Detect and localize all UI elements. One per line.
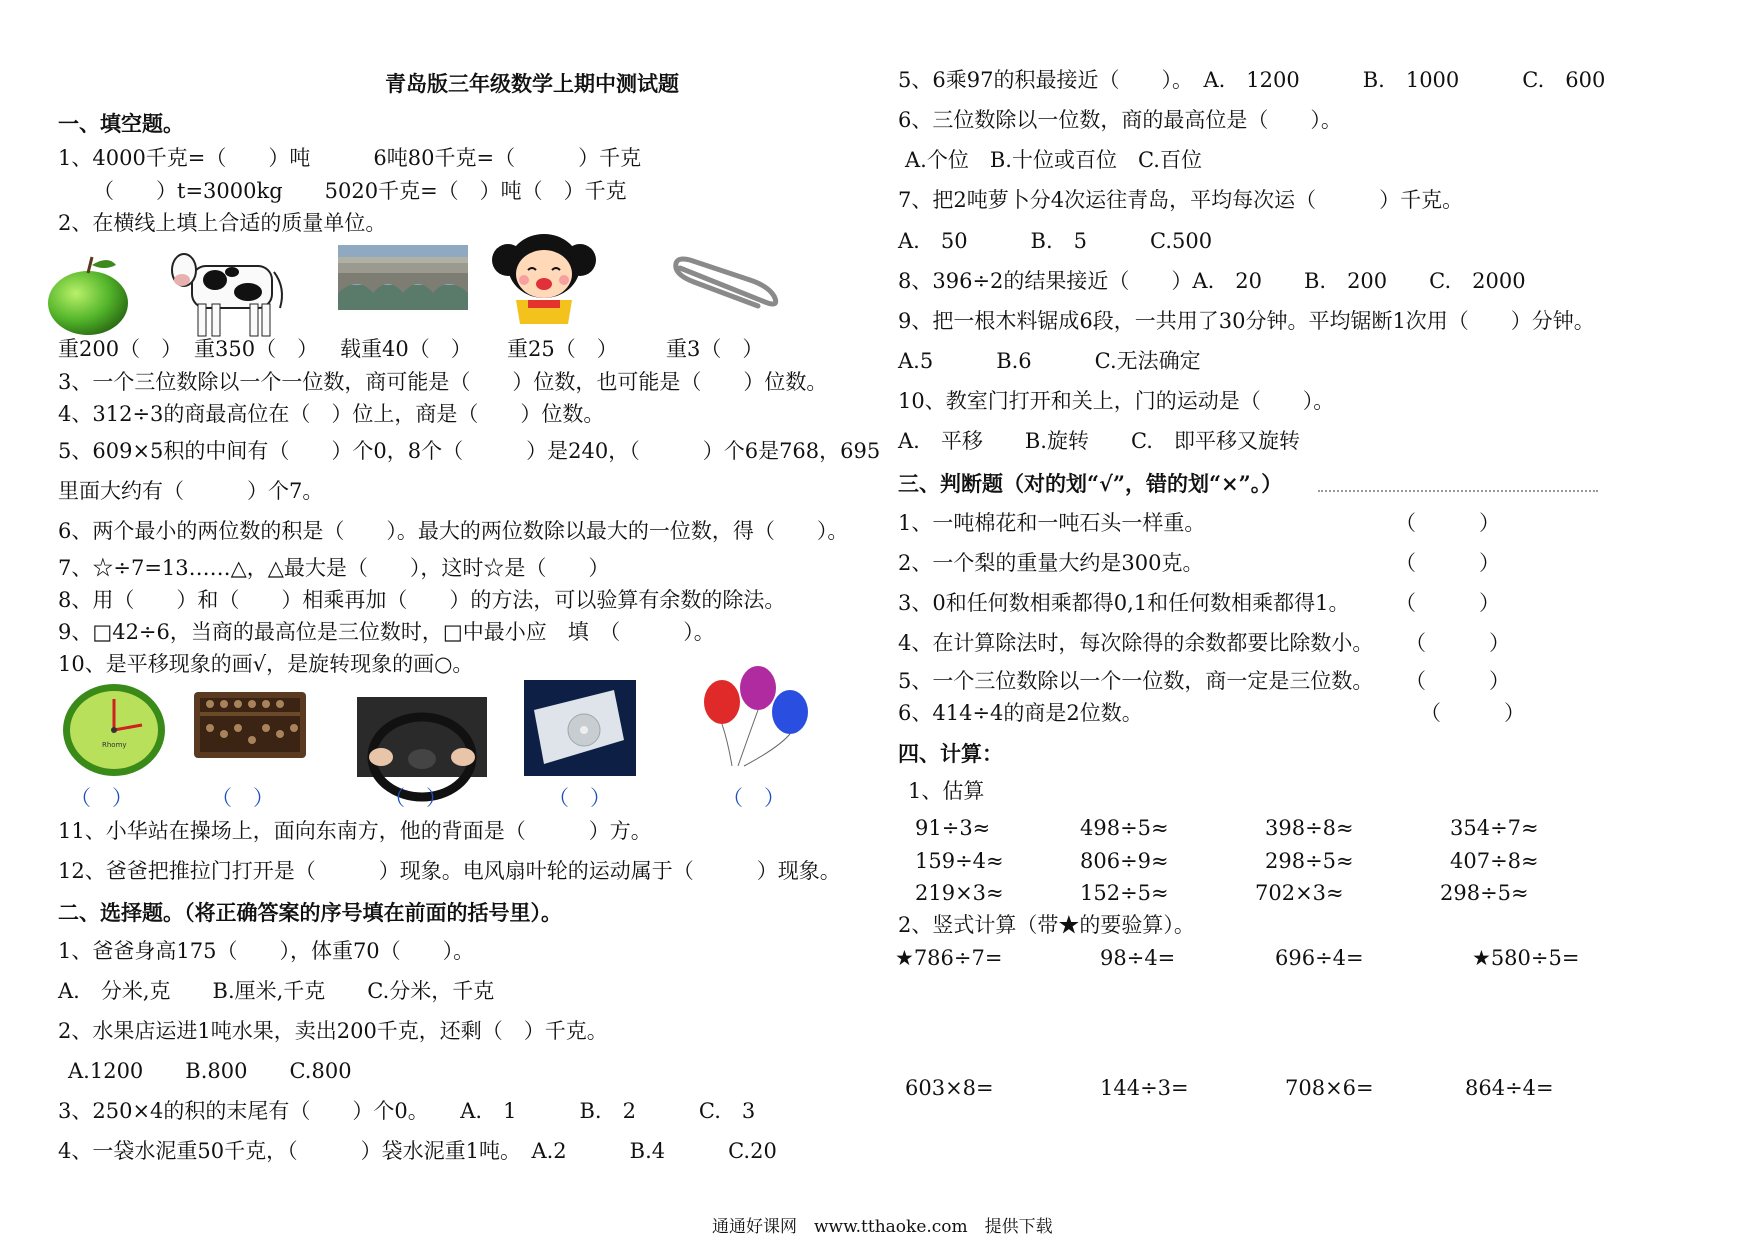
judge-3-paren[interactable]: （ ） — [1395, 591, 1500, 615]
judge-2: 2、一个梨的重量大约是300克。 — [898, 551, 1204, 575]
vertical-calc-item: 144÷3= — [1100, 1076, 1189, 1100]
question-5a: 5、609×5积的中间有（ ）个0，8个（ ）是240，（ ）个6是768，695 — [58, 439, 881, 463]
choice-6-options: A.个位 B.十位或百位 C.百位 — [905, 148, 1202, 172]
estimate-item: 354÷7≈ — [1450, 816, 1539, 840]
choice-6: 6、三位数除以一位数，商的最高位是（ ）。 — [898, 108, 1342, 132]
vertical-calc-item: ★580÷5= — [1472, 946, 1580, 970]
weight-label-girl: 重25（ ） — [507, 337, 618, 361]
vertical-calc-item: ★786÷7= — [895, 946, 1003, 970]
cow-image — [170, 248, 290, 343]
choice-9-options: A.5 B.6 C.无法确定 — [898, 349, 1201, 373]
paperclip-image — [670, 258, 785, 318]
choice-8: 8、396÷2的结果接近（ ）A. 20 B. 200 C. 2000 — [898, 269, 1526, 293]
judge-4-paren[interactable]: （ ） — [1405, 631, 1510, 655]
question-1a: 1、4000千克=（ ）吨 6吨80千克=（ ）千克 — [58, 146, 642, 170]
estimate-item: 91÷3≈ — [915, 816, 991, 840]
choice-10-options: A. 平移 B.旋转 C. 即平移又旋转 — [898, 429, 1300, 453]
estimate-item: 298÷5≈ — [1440, 881, 1529, 905]
choice-5: 5、6乘97的积最接近（ ）。 A. 1200 B. 1000 C. 600 — [898, 68, 1606, 92]
footer-text: 通通好课网 www.tthaoke.com 提供下载 — [712, 1217, 1053, 1237]
estimate-item: 702×3≈ — [1255, 881, 1344, 905]
choice-2: 2、水果店运进1吨水果，卖出200千克，还剩（ ）千克。 — [58, 1019, 608, 1043]
clock-brand: Rhomy — [102, 741, 127, 749]
answer-paren-abacus[interactable]: （ ） — [211, 786, 274, 810]
judge-5-paren[interactable]: （ ） — [1405, 669, 1510, 693]
estimate-item: 219×3≈ — [915, 881, 1004, 905]
question-8: 8、用（ ）和（ ）相乘再加（ ）的方法，可以验算有余数的除法。 — [58, 588, 786, 612]
choice-2-options: A.1200 B.800 C.800 — [68, 1059, 352, 1083]
dotted-line — [1318, 490, 1598, 492]
weight-label-apple: 重200（ ） — [58, 337, 183, 361]
clock-image — [62, 683, 167, 778]
section-2-title: 二、选择题。（将正确答案的序号填在前面的括号里）。 — [58, 900, 562, 925]
question-6: 6、两个最小的两位数的积是（ ）。最大的两位数除以最大的一位数，得（ ）。 — [58, 519, 849, 543]
girl-cartoon-image — [488, 228, 598, 328]
vertical-calc-item: 98÷4= — [1100, 946, 1176, 970]
choice-4: 4、一袋水泥重50千克，（ ）袋水泥重1吨。 A.2 B.4 C.20 — [58, 1139, 777, 1163]
balloons-image — [698, 662, 813, 772]
question-1b: （ ）t=3000kg 5020千克=（ ）吨（ ）千克 — [93, 179, 627, 203]
choice-1: 1、爸爸身高175（ ），体重70（ ）。 — [58, 939, 475, 963]
bridge-image — [338, 245, 468, 310]
choice-7-options: A. 50 B. 5 C.500 — [898, 229, 1213, 253]
section-1-title: 一、填空题。 — [58, 111, 184, 136]
judge-6-paren[interactable]: （ ） — [1420, 701, 1525, 725]
steering-wheel-image — [357, 697, 487, 777]
vertical-calc-title: 2、竖式计算（带★的要验算）。 — [898, 913, 1195, 937]
question-11: 11、小华站在操场上，面向东南方，他的背面是（ ）方。 — [58, 819, 652, 843]
question-3: 3、一个三位数除以一个一位数，商可能是（ ）位数，也可能是（ ）位数。 — [58, 370, 828, 394]
estimate-item: 806÷9≈ — [1080, 849, 1169, 873]
estimate-item: 407÷8≈ — [1450, 849, 1539, 873]
question-4: 4、312÷3的商最高位在（ ）位上，商是（ ）位数。 — [58, 402, 605, 426]
estimate-title: 1、估算 — [908, 779, 985, 803]
choice-7: 7、把2吨萝卜分4次运往青岛，平均每次运（ ）千克。 — [898, 188, 1464, 212]
choice-1-options: A. 分米,克 B.厘米,千克 C.分米，千克 — [58, 979, 495, 1003]
estimate-item: 159÷4≈ — [915, 849, 1004, 873]
apple-image — [44, 255, 134, 337]
page-title: 青岛版三年级数学上期中测试题 — [385, 72, 679, 96]
judge-1: 1、一吨棉花和一吨石头一样重。 — [898, 511, 1206, 535]
vertical-calc-item: 864÷4= — [1465, 1076, 1554, 1100]
choice-3: 3、250×4的积的末尾有（ ）个0。 A. 1 B. 2 C. 3 — [58, 1099, 756, 1123]
question-5b: 里面大约有（ ）个7。 — [58, 479, 324, 503]
judge-2-paren[interactable]: （ ） — [1395, 551, 1500, 575]
answer-paren-cd[interactable]: （ ） — [548, 786, 611, 810]
cd-drive-image — [524, 680, 636, 776]
vertical-calc-item: 603×8= — [905, 1076, 994, 1100]
weight-label-cow: 重350（ ） — [194, 337, 319, 361]
estimate-item: 152÷5≈ — [1080, 881, 1169, 905]
answer-paren-balloons[interactable]: （ ） — [722, 786, 785, 810]
estimate-item: 298÷5≈ — [1265, 849, 1354, 873]
abacus-image — [190, 688, 310, 763]
judge-6: 6、414÷4的商是2位数。 — [898, 701, 1143, 725]
choice-10: 10、教室门打开和关上，门的运动是（ ）。 — [898, 389, 1335, 413]
judge-1-paren[interactable]: （ ） — [1395, 511, 1500, 535]
answer-paren-clock[interactable]: （ ） — [70, 786, 133, 810]
judge-5: 5、一个三位数除以一个一位数，商一定是三位数。 — [898, 669, 1374, 693]
section-3-title: 三、判断题（对的划“√”，错的划“×”。） — [898, 471, 1283, 496]
question-7: 7、☆÷7=13……△，△最大是（ ），这时☆是（ ） — [58, 556, 610, 580]
estimate-item: 498÷5≈ — [1080, 816, 1169, 840]
question-12: 12、爸爸把推拉门打开是（ ）现象。电风扇叶轮的运动属于（ ）现象。 — [58, 859, 841, 883]
question-9: 9、□42÷6，当商的最高位是三位数时，□中最小应 填 （ ）。 — [58, 620, 715, 644]
estimate-item: 398÷8≈ — [1265, 816, 1354, 840]
vertical-calc-item: 708×6= — [1285, 1076, 1374, 1100]
section-4-title: 四、计算： — [898, 741, 1003, 766]
question-10: 10、是平移现象的画√，是旋转现象的画○。 — [58, 652, 474, 676]
question-2: 2、在横线上填上合适的质量单位。 — [58, 211, 387, 235]
judge-3: 3、0和任何数相乘都得0,1和任何数相乘都得1。 — [898, 591, 1350, 615]
vertical-calc-item: 696÷4= — [1275, 946, 1364, 970]
weight-label-bridge: 载重40（ ） — [340, 337, 472, 361]
answer-paren-steering[interactable]: （ ） — [384, 786, 447, 810]
choice-9: 9、把一根木料锯成6段，一共用了30分钟。平均锯断1次用（ ）分钟。 — [898, 309, 1595, 333]
weight-label-paperclip: 重3（ ） — [666, 337, 764, 361]
judge-4: 4、在计算除法时，每次除得的余数都要比除数小。 — [898, 631, 1374, 655]
